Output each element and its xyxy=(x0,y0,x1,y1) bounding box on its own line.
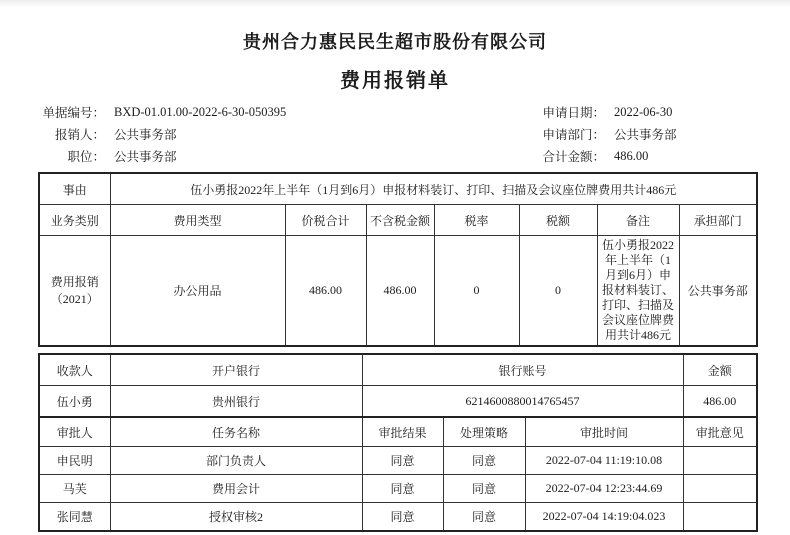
cell-payee: 伍小勇 xyxy=(39,386,110,418)
payee-header-row xyxy=(39,354,757,386)
cell-approval-opinion xyxy=(683,447,757,475)
form-title: 费用报销单 xyxy=(340,70,450,92)
cell-remark: 伍小勇报2022年上半年（1月到6月）申报材料装订、打印、扫描及会议座位牌费用共计486元 xyxy=(597,236,679,347)
cell-approval-result: 同意 xyxy=(362,475,443,503)
cell-task-name: 部门负责人 xyxy=(110,447,362,475)
apply-date-value: 2022-06-30 xyxy=(614,104,673,119)
approval-row-3 xyxy=(39,503,757,532)
cell-amount: 486.00 xyxy=(683,386,757,418)
cell-task-name: 授权审核2 xyxy=(110,503,362,532)
cell-approval-time: 2022-07-04 11:19:10.08 xyxy=(525,447,683,475)
payee-data-row xyxy=(39,386,757,418)
header-payee: 收款人 xyxy=(39,354,110,386)
expense-data-row xyxy=(39,236,757,347)
cell-total-with-tax: 486.00 xyxy=(285,236,366,347)
reason-text-cell: 伍小勇报2022年上半年（1月到6月）申报材料装订、打印、扫描及会议座位牌费用共计486元 xyxy=(110,173,757,205)
reason-label-cell: 事由 xyxy=(39,173,110,205)
cell-bank-account: 6214600880014765457 xyxy=(362,386,683,418)
apply-dept-label: 申请部门： xyxy=(542,128,605,142)
header-expense-type: 费用类型 xyxy=(110,205,285,236)
applicant-value: 公共事务部 xyxy=(114,128,177,142)
cell-expense-type: 办公用品 xyxy=(110,236,285,347)
header-bank: 开户银行 xyxy=(110,354,362,386)
cell-handling-strategy: 同意 xyxy=(443,447,525,475)
payee-approval-table xyxy=(38,353,758,532)
position-value: 公共事务部 xyxy=(114,150,177,164)
meta-row-3 xyxy=(38,145,756,167)
company-name: 贵州合力惠民民生超市股份有限公司 xyxy=(243,32,547,52)
cell-handling-strategy: 同意 xyxy=(443,475,525,503)
meta-section xyxy=(38,101,756,167)
header-bank-account: 银行账号 xyxy=(362,354,683,386)
cell-handling-strategy: 同意 xyxy=(443,503,525,532)
cell-task-name: 费用会计 xyxy=(110,475,362,503)
approval-header-row xyxy=(39,417,757,447)
cell-approval-result: 同意 xyxy=(362,503,443,532)
header-task-name: 任务名称 xyxy=(110,417,362,447)
header-approver: 审批人 xyxy=(39,417,110,447)
cell-approver: 马芙 xyxy=(39,475,110,503)
cell-bank: 贵州银行 xyxy=(110,386,362,418)
meta-row-1 xyxy=(38,101,756,123)
header-tax-amount: 税额 xyxy=(519,205,597,236)
expense-header-row xyxy=(39,205,757,236)
cell-approval-time: 2022-07-04 12:23:44.69 xyxy=(525,475,683,503)
total-amount-value: 486.00 xyxy=(614,148,649,163)
cell-amount-excl-tax: 486.00 xyxy=(366,236,434,347)
cell-approver: 申民明 xyxy=(39,447,110,475)
header-amount: 金额 xyxy=(683,354,757,386)
doc-no-label: 单据编号： xyxy=(42,106,105,120)
cell-bearing-dept: 公共事务部 xyxy=(679,236,757,347)
apply-dept-value: 公共事务部 xyxy=(614,128,677,142)
cell-approval-opinion xyxy=(683,475,757,503)
approval-row-1 xyxy=(39,447,757,475)
header-tax-rate: 税率 xyxy=(434,205,519,236)
header-remark: 备注 xyxy=(597,205,679,236)
applicant-label: 报销人： xyxy=(54,128,105,142)
header-approval-opinion: 审批意见 xyxy=(683,417,757,447)
total-amount-label: 合计金额： xyxy=(542,150,605,164)
cell-approval-time: 2022-07-04 14:19:04.023 xyxy=(525,503,683,532)
header-business-type: 业务类别 xyxy=(39,205,110,236)
header-total-with-tax: 价税合计 xyxy=(285,205,366,236)
cell-approval-result: 同意 xyxy=(362,447,443,475)
expense-table xyxy=(38,172,758,347)
apply-date-label: 申请日期： xyxy=(542,106,605,120)
cell-business-type: 费用报销（2021） xyxy=(39,236,110,347)
header-handling-strategy: 处理策略 xyxy=(443,417,525,447)
cell-approval-opinion xyxy=(683,503,757,532)
doc-no-value: BXD-01.01.00-2022-6-30-050395 xyxy=(114,104,287,119)
approval-row-2 xyxy=(39,475,757,503)
header-approval-result: 审批结果 xyxy=(362,417,443,447)
header-approval-time: 审批时间 xyxy=(525,417,683,447)
cell-tax-rate: 0 xyxy=(434,236,519,347)
header-bearing-dept: 承担部门 xyxy=(679,205,757,236)
meta-row-2 xyxy=(38,123,756,145)
position-label: 职位： xyxy=(67,150,105,164)
reason-row xyxy=(39,173,757,205)
cell-tax-amount: 0 xyxy=(519,236,597,347)
cell-approver: 张同慧 xyxy=(39,503,110,532)
header-amount-excl-tax: 不含税金额 xyxy=(366,205,434,236)
